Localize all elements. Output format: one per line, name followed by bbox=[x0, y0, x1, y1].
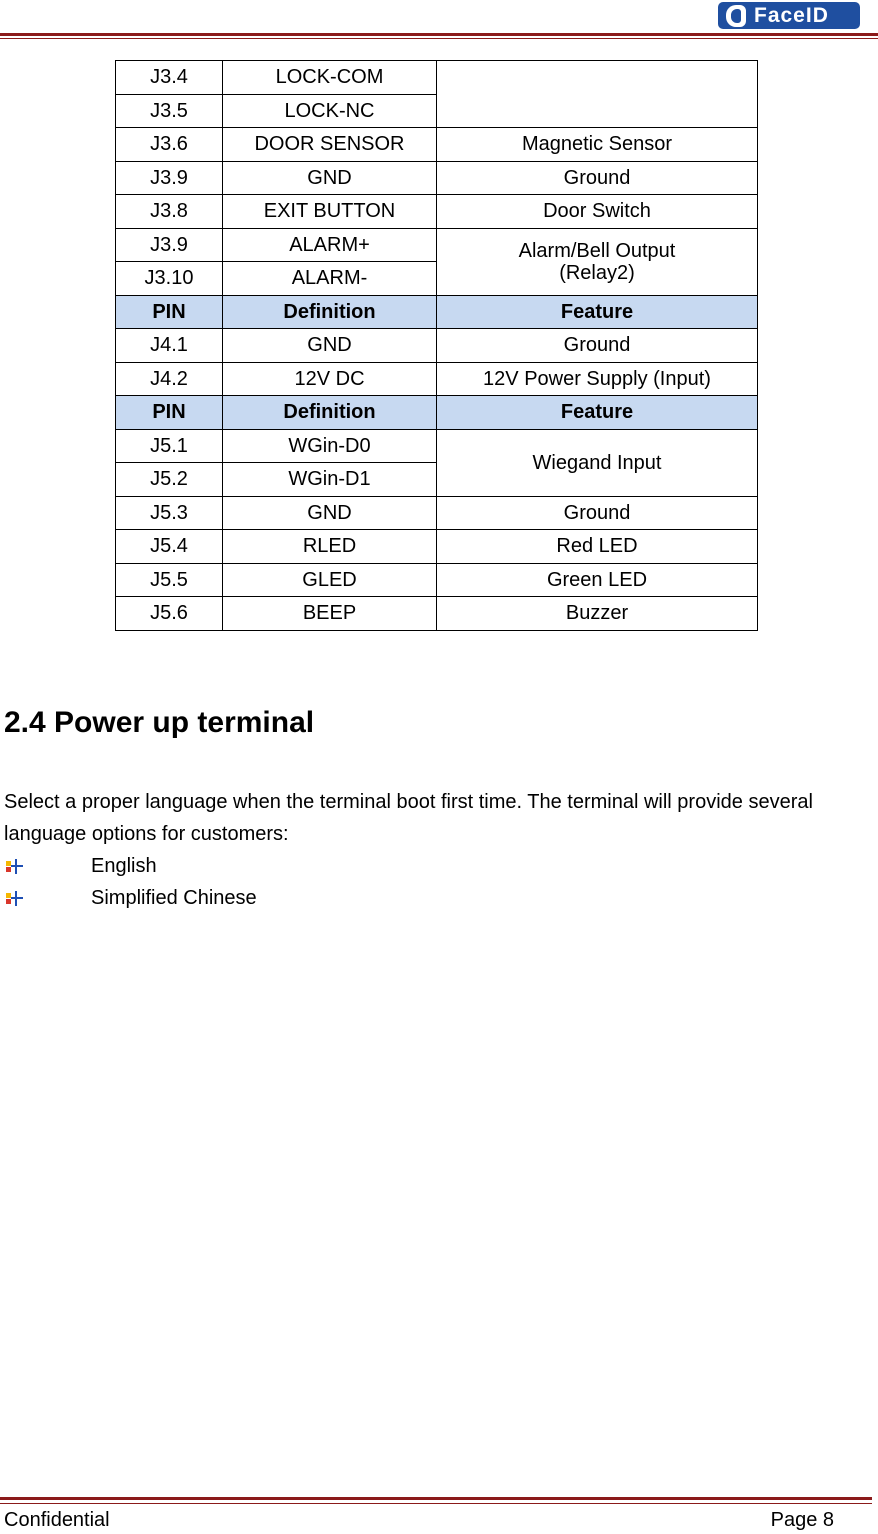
feature-cell bbox=[437, 61, 758, 128]
pin-cell: J5.1 bbox=[116, 429, 223, 463]
pin-cell: J3.10 bbox=[116, 262, 223, 296]
table-row bbox=[116, 329, 758, 363]
definition-cell: LOCK-NC bbox=[223, 94, 437, 128]
table-row bbox=[116, 563, 758, 597]
definition-cell: EXIT BUTTON bbox=[223, 195, 437, 229]
feature-cell: Magnetic Sensor bbox=[437, 128, 758, 162]
feature-cell: Alarm/Bell Output (Relay2) bbox=[437, 228, 758, 295]
feature-cell: 12V Power Supply (Input) bbox=[437, 362, 758, 396]
language-list bbox=[4, 850, 257, 914]
table-row bbox=[116, 161, 758, 195]
feature-cell: Ground bbox=[437, 496, 758, 530]
pin-cell: J3.9 bbox=[116, 228, 223, 262]
table-row bbox=[116, 429, 758, 463]
feature-cell: Feature bbox=[437, 295, 758, 329]
definition-cell: LOCK-COM bbox=[223, 61, 437, 95]
feature-cell: Ground bbox=[437, 329, 758, 363]
table-row bbox=[116, 597, 758, 631]
pin-cell: J3.5 bbox=[116, 94, 223, 128]
definition-cell: GND bbox=[223, 329, 437, 363]
section-intro: Select a proper language when the terminal boot first time. The terminal will provide several language options for customers: bbox=[4, 791, 813, 845]
logo-text: FaceID bbox=[754, 3, 829, 27]
table-header-row bbox=[116, 396, 758, 430]
faceid-logo bbox=[718, 2, 860, 29]
feature-cell: Ground bbox=[437, 161, 758, 195]
table-row bbox=[116, 228, 758, 262]
feature-cell: Door Switch bbox=[437, 195, 758, 229]
definition-cell: ALARM+ bbox=[223, 228, 437, 262]
list-item bbox=[4, 882, 257, 914]
pin-cell: J5.2 bbox=[116, 463, 223, 497]
definition-cell: BEEP bbox=[223, 597, 437, 631]
pin-cell: J5.3 bbox=[116, 496, 223, 530]
pin-cell: J5.4 bbox=[116, 530, 223, 564]
table-row bbox=[116, 195, 758, 229]
language-english: English bbox=[91, 855, 157, 877]
definition-cell: RLED bbox=[223, 530, 437, 564]
definition-cell: Definition bbox=[223, 396, 437, 430]
definition-cell: Definition bbox=[223, 295, 437, 329]
definition-cell: GND bbox=[223, 161, 437, 195]
definition-cell: WGin-D0 bbox=[223, 429, 437, 463]
pin-cell: J4.2 bbox=[116, 362, 223, 396]
pin-cell: J3.4 bbox=[116, 61, 223, 95]
definition-cell: GND bbox=[223, 496, 437, 530]
pin-cell: J3.8 bbox=[116, 195, 223, 229]
definition-cell: 12V DC bbox=[223, 362, 437, 396]
feature-cell: Feature bbox=[437, 396, 758, 430]
bullet-arrow-icon bbox=[6, 891, 24, 906]
pin-definition-table bbox=[115, 60, 758, 631]
feature-cell: Green LED bbox=[437, 563, 758, 597]
footer-confidential: Confidential bbox=[4, 1509, 110, 1531]
feature-cell: Red LED bbox=[437, 530, 758, 564]
header-rule bbox=[0, 33, 878, 39]
table-row bbox=[116, 362, 758, 396]
face-logo-icon bbox=[726, 5, 746, 27]
feature-cell: Buzzer bbox=[437, 597, 758, 631]
pin-cell: J5.5 bbox=[116, 563, 223, 597]
table-header-row bbox=[116, 295, 758, 329]
section-title: 2.4 Power up terminal bbox=[4, 706, 315, 739]
definition-cell: ALARM- bbox=[223, 262, 437, 296]
table-row bbox=[116, 530, 758, 564]
table-row bbox=[116, 496, 758, 530]
definition-cell: WGin-D1 bbox=[223, 463, 437, 497]
pin-cell: J3.9 bbox=[116, 161, 223, 195]
pin-cell: PIN bbox=[116, 396, 223, 430]
bullet-arrow-icon bbox=[6, 859, 24, 874]
list-item bbox=[4, 850, 257, 882]
language-simplified-chinese: Simplified Chinese bbox=[91, 887, 257, 909]
pin-cell: J5.6 bbox=[116, 597, 223, 631]
footer-rule bbox=[0, 1497, 872, 1504]
pin-cell: J3.6 bbox=[116, 128, 223, 162]
table-row bbox=[116, 128, 758, 162]
pin-cell: J4.1 bbox=[116, 329, 223, 363]
pin-cell: PIN bbox=[116, 295, 223, 329]
footer-page-number: Page 8 bbox=[770, 1509, 834, 1531]
definition-cell: DOOR SENSOR bbox=[223, 128, 437, 162]
feature-cell: Wiegand Input bbox=[437, 429, 758, 496]
table-row bbox=[116, 61, 758, 95]
definition-cell: GLED bbox=[223, 563, 437, 597]
